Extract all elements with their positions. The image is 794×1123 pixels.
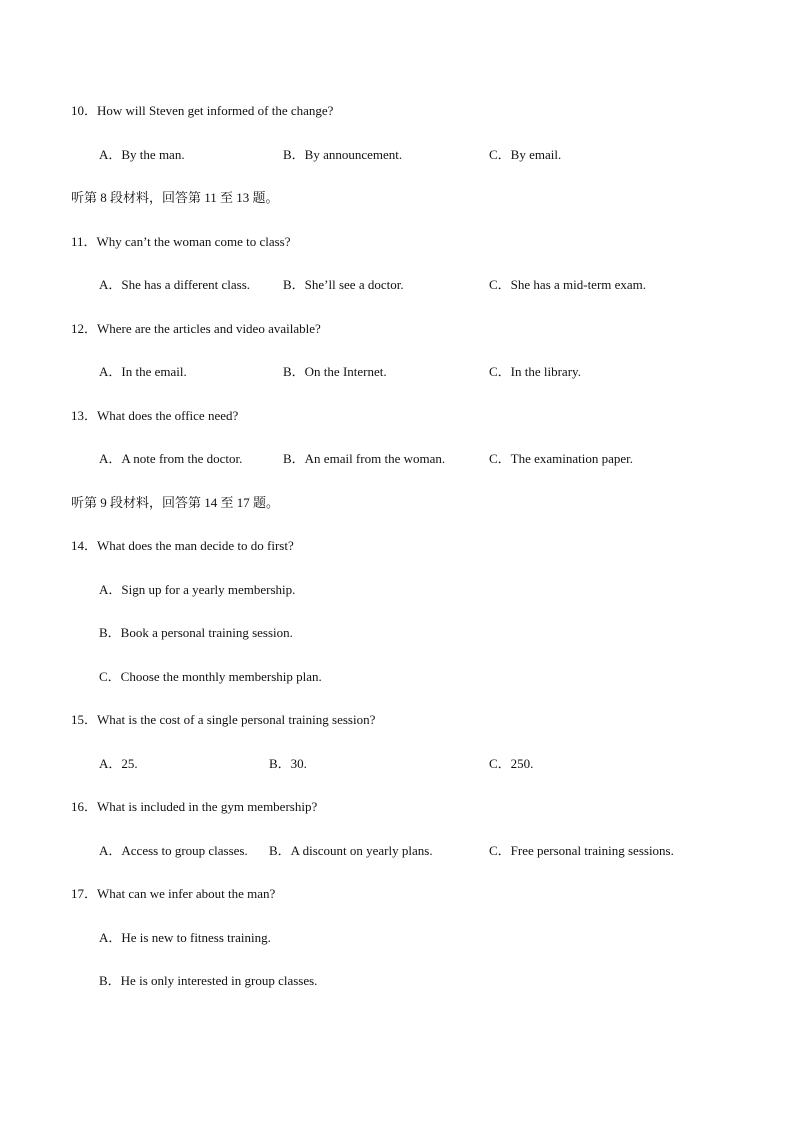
question-17 bbox=[0, 884, 794, 904]
option-a: A．25. bbox=[99, 756, 138, 771]
question-17-option-a bbox=[0, 928, 794, 948]
question-16-options bbox=[0, 841, 794, 861]
question-15-options bbox=[0, 754, 794, 774]
section-instruction: 听第 9 段材料，回答第 14 至 17 题。 bbox=[71, 495, 280, 510]
option-a: A．In the email. bbox=[99, 364, 187, 379]
option-a: A．Access to group classes. bbox=[99, 843, 248, 858]
question-14-option-a bbox=[0, 580, 794, 600]
question-13 bbox=[0, 406, 794, 426]
option-c: C．Choose the monthly membership plan. bbox=[99, 669, 322, 684]
question-12-options bbox=[0, 362, 794, 382]
question-14-option-c bbox=[0, 667, 794, 687]
option-c: C．She has a mid-term exam. bbox=[489, 277, 647, 292]
question-11-options bbox=[0, 275, 794, 295]
option-b: B．On the Internet. bbox=[283, 364, 387, 379]
question-17-option-b bbox=[0, 971, 794, 991]
section-heading-8 bbox=[0, 188, 794, 208]
option-b: B．30. bbox=[269, 756, 307, 771]
option-a: A．He is new to fitness training. bbox=[99, 930, 271, 945]
option-b: B．An email from the woman. bbox=[283, 451, 446, 466]
option-b: B．Book a personal training session. bbox=[99, 625, 293, 640]
question-stem: 11．Why can’t the woman come to class? bbox=[71, 234, 291, 249]
question-16 bbox=[0, 797, 794, 817]
question-10-options bbox=[0, 145, 794, 165]
option-b: B．She’ll see a doctor. bbox=[283, 277, 404, 292]
option-a: A．She has a different class. bbox=[99, 277, 251, 292]
question-stem: 12．Where are the articles and video available? bbox=[71, 321, 321, 336]
option-a: A．Sign up for a yearly membership. bbox=[99, 582, 296, 597]
option-b: B．A discount on yearly plans. bbox=[269, 843, 433, 858]
option-c: C．In the library. bbox=[489, 364, 581, 379]
option-b: B．By announcement. bbox=[283, 147, 403, 162]
option-c: C．By email. bbox=[489, 147, 562, 162]
question-stem: 13．What does the office need? bbox=[71, 408, 239, 423]
question-14-option-b bbox=[0, 623, 794, 643]
section-instruction: 听第 8 段材料，回答第 11 至 13 题。 bbox=[71, 190, 279, 205]
question-14 bbox=[0, 536, 794, 556]
option-c: C．250. bbox=[489, 756, 534, 771]
question-12 bbox=[0, 319, 794, 339]
question-11 bbox=[0, 232, 794, 252]
question-stem: 17．What can we infer about the man? bbox=[71, 886, 276, 901]
option-b: B．He is only interested in group classes. bbox=[99, 973, 318, 988]
question-stem: 14．What does the man decide to do first? bbox=[71, 538, 294, 553]
option-c: C．The examination paper. bbox=[489, 451, 634, 466]
question-stem: 10．How will Steven get informed of the change? bbox=[71, 103, 334, 118]
question-15 bbox=[0, 710, 794, 730]
option-a: A．A note from the doctor. bbox=[99, 451, 243, 466]
question-10 bbox=[0, 101, 794, 121]
question-13-options bbox=[0, 449, 794, 469]
section-heading-9 bbox=[0, 493, 794, 513]
option-a: A．By the man. bbox=[99, 147, 185, 162]
question-stem: 16．What is included in the gym membership? bbox=[71, 799, 318, 814]
question-stem: 15．What is the cost of a single personal training session? bbox=[71, 712, 376, 727]
option-c: C．Free personal training sessions. bbox=[489, 843, 674, 858]
